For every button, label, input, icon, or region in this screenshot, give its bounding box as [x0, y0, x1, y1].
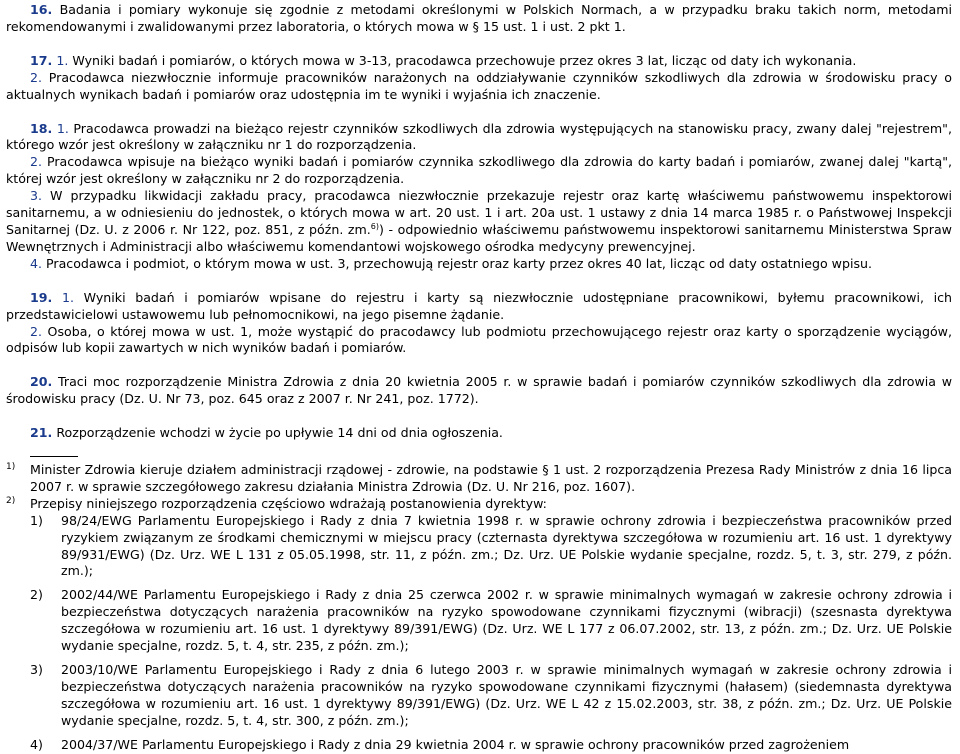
- paragraph-21: [6, 425, 952, 442]
- paragraph-18-2: [6, 154, 952, 188]
- paragraph-text: Traci moc rozporządzenie Ministra Zdrowia z dnia 20 kwietnia 2005 r. w sprawie badań i pomiarów czynników szkodliwych dla zdrowia w środowisku pracy (Dz. U. Nr 73, poz. 645 oraz z 2007 r. Nr 241, poz. 1772).: [6, 374, 952, 407]
- footnote-reference: 6): [370, 221, 380, 231]
- section-number-17: 17.: [30, 52, 53, 68]
- item-number: 4.: [30, 255, 43, 271]
- paragraph-text: Pracodawca prowadzi na bieżąco rejestr czynników szkodliwych dla zdrowia występujących na stanowisku pracy, zwany dalej "rejestrem", którego wzór jest określony w załączniku nr 1 do rozporządzenia.: [6, 120, 952, 153]
- paragraph-16: [6, 2, 952, 36]
- list-item-text: 2002/44/WE Parlamentu Europejskiego i Rady z dnia 25 czerwca 2002 r. w sprawie minimalnych wymagań w zakresie ochrony zdrowia i bezpieczeństwa dotyczących narażenia pracowników na ryzyko spowodowane czynnikami fizycznymi (wibracji) (szesnasta dyrektywa szczegółowa w rozumieniu art. 16 ust. 1 dyrektywy 89/391/EWG) (Dz. Urz. WE L 177 z 06.07.2002, str. 13, z późn. zm.; Dz. Urz. UE Polskie wydanie specjalne, rozdz. 5, t. 4, str. 235, z późn. zm.);: [61, 587, 952, 654]
- paragraph-text: W przypadku likwidacji zakładu pracy, pracodawca niezwłocznie przekazuje rejestr oraz kartę właściwemu państwowemu inspektorowi sanitarnemu, a w odniesieniu do jednostek, o których mowa w art. 20 ust. 1 i art. 20a ust. 1 ustawy z dnia 14 marca 1985 r. o Państwowej Inspekcji Sanitarnej (Dz. U. z 2006 r. Nr 122, poz. 851, z późn. zm.: [6, 188, 952, 237]
- paragraph-text: Pracodawca wpisuje na bieżąco wyniki badań i pomiarów czynnika szkodliwego dla zdrowia do karty badań i pomiarów, zwanej dalej "kartą", której wzór jest określony w załączniku nr 2 do rozporządzenia.: [6, 154, 952, 187]
- paragraph-text: Osoba, o której mowa w ust. 1, może wystąpić do pracodawcy lub podmiotu przechowującego rejestr oraz karty o sporządzenie wyciągów, odpisów lub kopii zawartych w nich wyników badań i pomiarów.: [6, 323, 952, 356]
- footnote-marker: 2): [6, 495, 16, 506]
- item-number: 1.: [56, 120, 69, 136]
- paragraph-18-1: [6, 121, 952, 155]
- item-number: 3.: [30, 188, 43, 204]
- paragraph-17-2: [6, 70, 952, 104]
- directive-item-1: [6, 513, 952, 581]
- directive-item-3: [6, 662, 952, 730]
- footnote-1: [6, 462, 952, 496]
- section-number-20: 20.: [30, 374, 53, 390]
- paragraph-text: ) - odpowiednio właściwemu państwowemu inspektorowi sanitarnemu Ministerstwa Spraw Wewnętrznych i Administracji albo właściwemu komendantowi wojskowego ośrodka medycyny prewencyjnej.: [6, 221, 952, 254]
- footnote-marker: 1): [6, 462, 16, 473]
- paragraph-text: Wyniki badań i pomiarów wpisane do rejestru i karty są niezwłocznie udostępniane pracownikowi, byłemu pracownikowi, ich przedstawicielowi ustawowemu lub pełnomocnikowi, na jego pisemne żądanie.: [6, 289, 952, 322]
- item-number: 2.: [30, 69, 43, 85]
- list-number: 2): [30, 587, 43, 603]
- item-number: 1.: [61, 289, 74, 305]
- paragraph-19-1: [6, 290, 952, 324]
- directive-item-4: [6, 737, 952, 754]
- footnote-text: Przepisy niniejszego rozporządzenia częściowo wdrażają postanowienia dyrektyw:: [30, 495, 547, 511]
- list-number: 1): [30, 512, 43, 528]
- list-item-text: 98/24/EWG Parlamentu Europejskiego i Rady z dnia 7 kwietnia 1998 r. w sprawie ochrony zdrowia i bezpieczeństwa pracowników przed ryzykiem związanym ze środkami chemicznymi w miejscu pracy (czternasta dyrektywa szczegółowa w rozumieniu art. 16 ust. 1 dyrektywy 89/931/EWG) (Dz. Urz. WE L 131 z 05.05.1998, str. 11, z późn. zm.; Dz. Urz. UE Polskie wydanie specjalne, rozdz. 5, t. 3, str. 279, z późn. zm.);: [61, 512, 952, 579]
- paragraph-text: Pracodawca niezwłocznie informuje pracowników narażonych na oddziaływanie czynników szkodliwych dla zdrowia w środowisku pracy o aktualnych wynikach badań i pomiarów oraz udostępnia im te wyniki i wyjaśnia ich znaczenie.: [6, 69, 952, 102]
- paragraph-19-2: [6, 324, 952, 358]
- list-number: 4): [30, 736, 43, 752]
- section-number-21: 21.: [30, 425, 53, 441]
- footnote-2: [6, 496, 952, 513]
- item-number: 2.: [30, 154, 43, 170]
- list-number: 3): [30, 662, 43, 677]
- directive-item-2: [6, 587, 952, 655]
- section-number-18: 18.: [30, 120, 53, 136]
- list-item-text: 2003/10/WE Parlamentu Europejskiego i Rady z dnia 6 lutego 2003 r. w sprawie minimalnych wymagań w zakresie ochrony zdrowia i bezpieczeństwa dotyczących narażenia pracowników na ryzyko spowodowane czynnikami fizycznymi (hałasem) (siedemnasta dyrektywa szczegółowa w rozumieniu art. 16 ust. 1 dyrektywy 89/391/EWG) (Dz. Urz. WE L 42 z 15.02.2003, str. 38, z późn. zm.; Dz. Urz. UE Polskie wydanie specjalne, rozdz. 5, t. 4, str. 300, z późn. zm.);: [61, 662, 952, 728]
- paragraph-18-3: [6, 188, 952, 256]
- item-number: 2.: [30, 323, 43, 339]
- section-number-19: 19.: [30, 289, 53, 305]
- paragraph-20: [6, 374, 952, 408]
- paragraph-17-1: [6, 53, 952, 70]
- paragraph-text: Wyniki badań i pomiarów, o których mowa w 3-13, pracodawca przechowuje przez okres 3 lat, licząc od daty ich wykonania.: [68, 52, 857, 68]
- footnote-text: Minister Zdrowia kieruje działem administracji rządowej - zdrowie, na podstawie § 1 ust. 2 rozporządzenia Prezesa Rady Ministrów z dnia 16 lipca 2007 r. w sprawie szczegółowego zakresu działania Ministra Zdrowia (Dz. U. Nr 216, poz. 1607).: [30, 462, 952, 494]
- item-number: 1.: [56, 52, 69, 68]
- paragraph-18-4: [6, 256, 952, 273]
- footnote-separator: [30, 456, 78, 457]
- paragraph-text: Rozporządzenie wchodzi w życie po upływie 14 dni od dnia ogłoszenia.: [52, 425, 503, 441]
- list-item-text: 2004/37/WE Parlamentu Europejskiego i Rady z dnia 29 kwietnia 2004 r. w sprawie ochrony pracowników przed zagrożeniem: [61, 736, 850, 752]
- paragraph-text: Pracodawca i podmiot, o którym mowa w ust. 3, przechowują rejestr oraz karty przez okres 40 lat, licząc od daty ostatniego wpisu.: [42, 255, 873, 271]
- paragraph-16-text: Badania i pomiary wykonuje się zgodnie z metodami określonymi w Polskich Normach, a w przypadku braku takich norm, metodami rekomendowanymi i zwalidowanymi przez laboratoria, o których mowa w § 15 ust. 1 i ust. 2 pkt 1.: [6, 2, 952, 34]
- section-number-16: 16.: [30, 2, 53, 17]
